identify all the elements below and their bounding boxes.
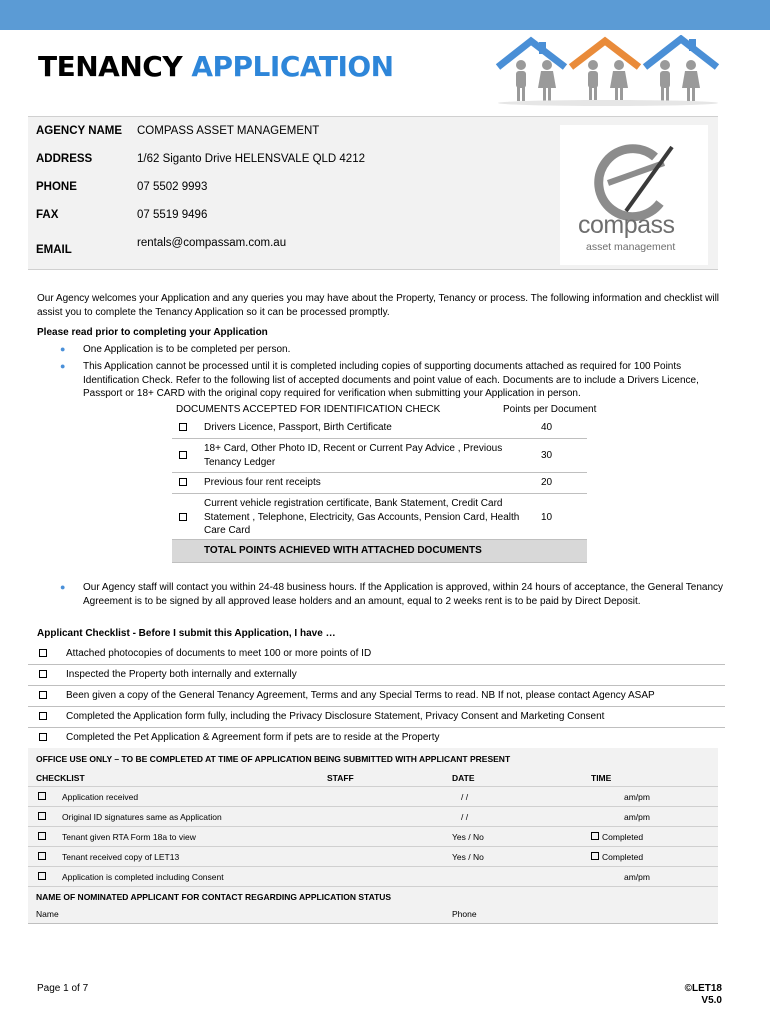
houses-people-graphic [493, 35, 723, 107]
nominated-applicant-row [28, 886, 718, 906]
bullet-icon: ● [60, 361, 66, 371]
checkbox[interactable] [179, 451, 187, 459]
office-completed-label: Completed [602, 832, 644, 842]
office-row[interactable] [28, 846, 718, 866]
logo-tagline: asset management [586, 241, 676, 253]
document-row[interactable] [172, 473, 587, 494]
checkbox[interactable] [39, 712, 47, 720]
document-text: Drivers Licence, Passport, Birth Certificate [204, 422, 392, 433]
document-text: 18+ Card, Other Photo ID, Recent or Current Pay Advice , Previous Tenancy Ledger [204, 443, 503, 468]
checklist-text: Completed the Pet Application & Agreement form if pets are to reside at the Property [66, 732, 440, 743]
checkbox[interactable] [38, 812, 46, 820]
document-row[interactable] [172, 439, 587, 473]
office-use-title: OFFICE USE ONLY – TO BE COMPLETED AT TIME OF APPLICATION BEING SUBMITTED WITH APPLICANT PRESENT [36, 754, 511, 764]
checklist-item[interactable] [28, 665, 725, 686]
checklist-text: Attached photocopies of documents to meet 100 or more points of ID [66, 648, 372, 659]
phone-row [36, 181, 207, 193]
nominated-applicant-label: NAME OF NOMINATED APPLICANT FOR CONTACT REGARDING APPLICATION STATUS [36, 892, 392, 902]
agency-name-row [36, 125, 319, 137]
office-item-text: Tenant given RTA Form 18a to view [62, 832, 196, 842]
office-row[interactable] [28, 866, 718, 886]
address-row [36, 153, 365, 165]
completed-checkbox[interactable] [591, 852, 599, 860]
points-header: Points per Document [503, 404, 597, 415]
checklist-item[interactable] [28, 686, 725, 707]
checkbox[interactable] [38, 792, 46, 800]
people-icons [516, 60, 700, 101]
bullet-text: Our Agency staff will contact you within 24-48 business hours. If the Application is approved, within 24 hours of acceptance, the General Tenancy Agreement is to be signed by all approved lease holders and an amount, equal to 2 weeks rent is to be paid by Direct Deposit. [83, 582, 724, 607]
office-item-text: Application received [62, 792, 139, 802]
phone-field[interactable]: Phone [452, 909, 477, 919]
address-label: ADDRESS [36, 153, 93, 165]
checkbox[interactable] [39, 670, 47, 678]
checklist-text: Completed the Application form fully, including the Privacy Disclosure Statement, Privacy Consent and Marketing Consent [66, 711, 605, 722]
office-yes-no[interactable]: Yes / No [452, 852, 484, 862]
document-row[interactable] [172, 494, 587, 540]
office-row[interactable] [28, 826, 718, 846]
intro-paragraph: Our Agency welcomes your Application and any queries you may have about the Property, Tenancy or process. The following information and checklist will assist you to complete the Tenancy Application so it can be processed promptly. [37, 293, 720, 318]
checklist-text: Been given a copy of the General Tenancy Agreement, Terms and any Special Terms to read. NB If not, please contact Agency ASAP [66, 690, 655, 701]
read-prior-heading: Please read prior to completing your Application [37, 327, 268, 338]
bullet-text: This Application cannot be processed until it is completed including copies of supporting documents attached as required for 100 Points Identification Check. Refer to the following list of accepted documents and point value of each. Documents are to include a Drivers Licence, Passport or 18+ CARD with the original copy required for verification when submitting your Application in person. [83, 361, 699, 399]
checkbox[interactable] [39, 649, 47, 657]
col-time: TIME [591, 773, 612, 783]
checkbox[interactable] [38, 832, 46, 840]
checklist-item[interactable] [28, 644, 725, 665]
checkbox[interactable] [38, 872, 46, 880]
office-item-text: Tenant received copy of LET13 [62, 852, 180, 862]
bullet-item [60, 581, 723, 608]
office-item-text: Original ID signatures same as Application [62, 812, 222, 822]
document-points: 20 [541, 477, 553, 488]
total-points-label: TOTAL POINTS ACHIEVED WITH ATTACHED DOCUMENTS [204, 545, 482, 556]
document-points: 10 [541, 512, 553, 523]
email-row [36, 237, 286, 256]
checklist-item[interactable] [28, 707, 725, 728]
house-icon [571, 41, 639, 67]
checklist-item[interactable] [28, 728, 725, 749]
bullet-item [60, 343, 723, 357]
compass-logo [560, 125, 708, 265]
document-points: 40 [541, 422, 553, 433]
fax-value: 07 5519 9496 [137, 209, 208, 221]
address-value: 1/62 Siganto Drive HELENSVALE QLD 4212 [137, 153, 365, 165]
col-staff: STAFF [327, 773, 354, 783]
top-banner [0, 0, 770, 30]
bullet-icon: ● [60, 344, 66, 354]
checkbox[interactable] [38, 852, 46, 860]
page-title [38, 50, 394, 83]
bullet-text: One Application is to be completed per person. [83, 344, 291, 355]
name-field[interactable]: Name [36, 909, 59, 919]
checkbox[interactable] [179, 513, 187, 521]
house-icon [645, 39, 717, 67]
total-points-row [172, 540, 587, 563]
completed-checkbox[interactable] [591, 832, 599, 840]
phone-value: 07 5502 9993 [137, 181, 208, 193]
office-time-field[interactable]: am/pm [624, 812, 650, 822]
document-text: Previous four rent receipts [204, 477, 321, 488]
document-row[interactable] [172, 418, 587, 439]
name-phone-row[interactable] [28, 904, 718, 924]
office-date-field[interactable]: / / [461, 812, 469, 822]
page-number: Page 1 of 7 [37, 983, 89, 994]
checkbox[interactable] [39, 733, 47, 741]
bullet-icon: ● [60, 582, 66, 592]
house-icon [498, 41, 565, 67]
office-time-field[interactable]: am/pm [624, 872, 650, 882]
office-row[interactable] [28, 786, 718, 806]
office-time-field[interactable]: am/pm [624, 792, 650, 802]
agency-name-label: AGENCY NAME [36, 125, 123, 137]
checklist-text: Inspected the Property both internally and externally [66, 669, 297, 680]
email-value: rentals@compassam.com.au [137, 237, 287, 249]
title-part-tenancy: TENANCY [38, 50, 183, 83]
office-completed-label: Completed [602, 852, 644, 862]
document-points: 30 [541, 450, 553, 461]
applicant-checklist-heading: Applicant Checklist - Before I submit this Application, I have … [37, 628, 336, 639]
col-date: DATE [452, 773, 475, 783]
fax-label: FAX [36, 209, 59, 221]
bullet-item [60, 360, 723, 401]
form-code-label: ©LET18 [684, 983, 722, 994]
checkbox[interactable] [179, 478, 187, 486]
col-checklist: CHECKLIST [36, 773, 85, 783]
form-code [640, 983, 722, 1007]
office-yes-no[interactable]: Yes / No [452, 832, 484, 842]
checkbox[interactable] [39, 691, 47, 699]
documents-header: DOCUMENTS ACCEPTED FOR IDENTIFICATION CHECK [176, 404, 441, 415]
fax-row [36, 209, 207, 221]
title-part-application: APPLICATION [191, 50, 394, 83]
office-row[interactable] [28, 806, 718, 826]
checkbox[interactable] [179, 423, 187, 431]
office-use-panel [28, 748, 718, 924]
phone-label: PHONE [36, 181, 77, 193]
office-date-field[interactable]: / / [461, 792, 469, 802]
logo-wordmark: compass [578, 211, 675, 239]
document-text: Current vehicle registration certificate, Bank Statement, Credit Card Statement , Telephone, Electricity, Gas Accounts, Pension Card, Health Care Card [204, 498, 520, 536]
agency-name-value: COMPASS ASSET MANAGEMENT [137, 125, 320, 137]
agency-details-panel [28, 116, 718, 270]
office-item-text: Application is completed including Consent [62, 872, 224, 882]
email-label: EMAIL [36, 244, 72, 256]
form-version: V5.0 [701, 995, 722, 1006]
